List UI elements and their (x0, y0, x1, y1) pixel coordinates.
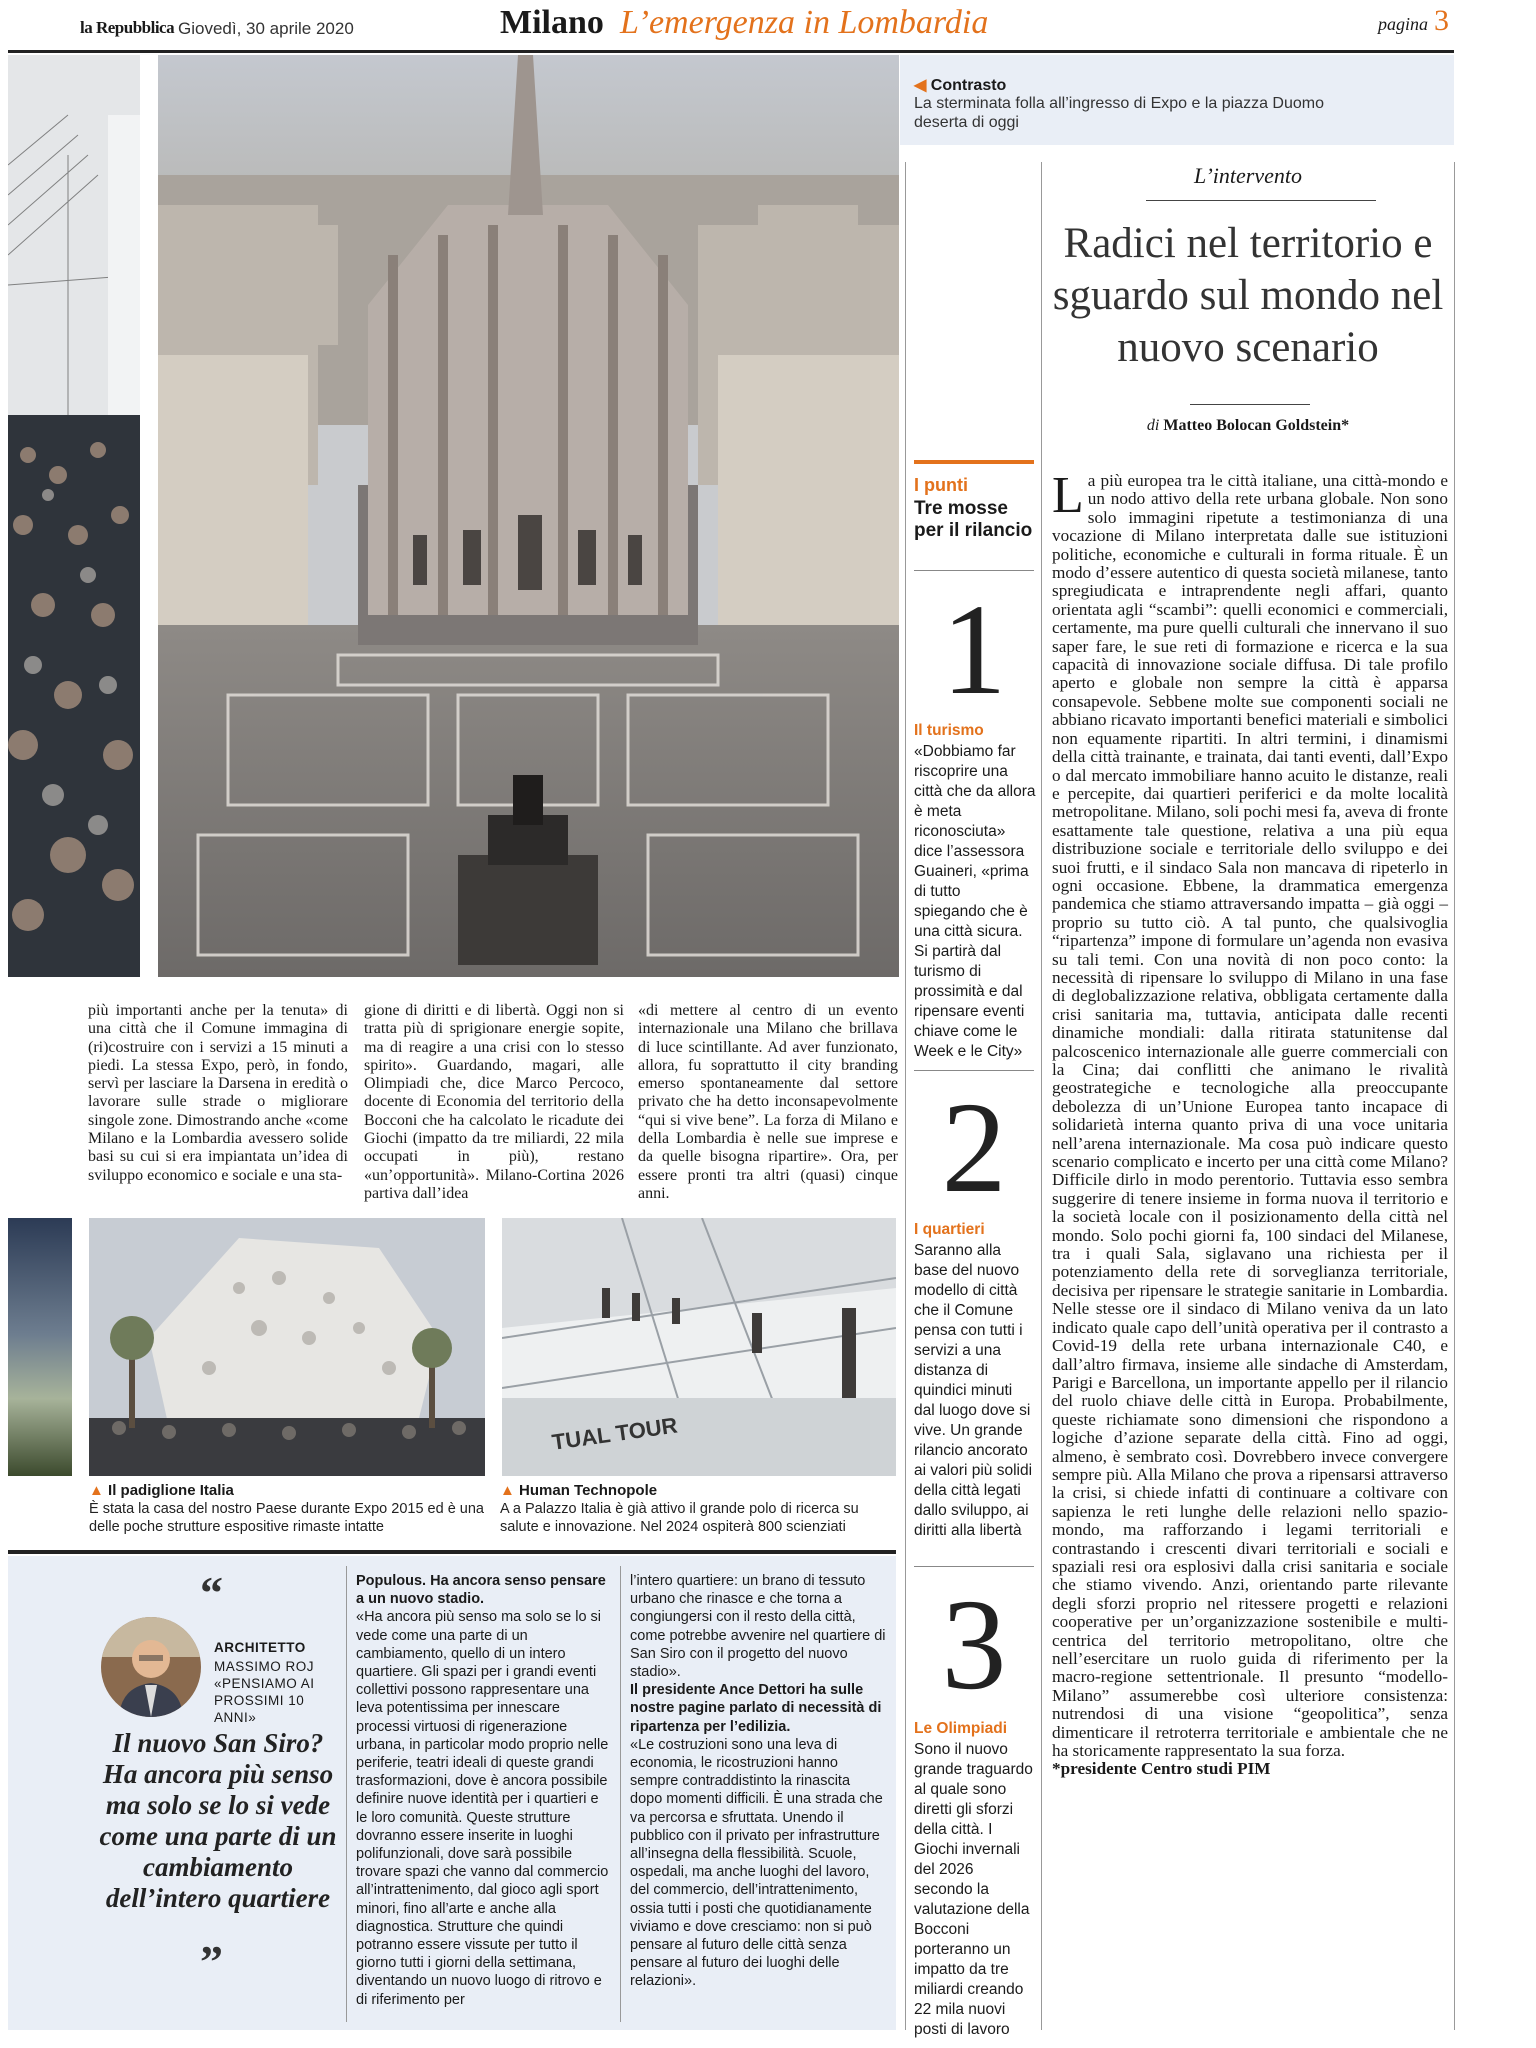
column-divider (346, 1566, 347, 2022)
technopole-caption-title (500, 1482, 657, 1499)
point-text-2: Saranno alla base del nuovo modello di città che il Comune pensa con tutti i servizi a una distanza di quindici minuti dal luogo dove si vive. Un grande rilancio ancorato ai valori più solidi della città legati dallo sviluppo, ai diritti alla libertà (914, 1242, 1033, 1539)
interview-answer-1-cont: l’intero quartiere: un brano di tessuto urbano che rinasce e che torna a congiungersi con il resto della città, come potrebbe avvenire nel quartiere di San Siro con il progetto del nuovo stadio». (630, 1573, 886, 1681)
sidebar-separator (914, 1070, 1034, 1071)
quote-close-icon: ” (200, 1936, 223, 1987)
triangle-up-icon: ▲ (89, 1482, 104, 1499)
point-text-1: «Dobbiamo far riscoprire una città che da allora è meta riconosciuta» dice l’assessora Guaineri, «prima di tutto spiegando che è una città sicura. Si partirà dal turismo di prossimità e dal ripensare eventi chiave come le Week e le City» (914, 743, 1036, 1060)
pavilion-caption-text: È stata la casa del nostro Paese durante Expo 2015 ed è una delle poche strutture espositive rimaste intatte (89, 1501, 484, 1535)
avatar (101, 1617, 201, 1717)
photo-caption-title (914, 75, 1006, 95)
interview-column-1 (356, 1572, 612, 2009)
padiglione-italia-photo (89, 1218, 485, 1476)
article-title: Radici nel territorio e sguardo sul mondo nel nuovo scenario (1052, 220, 1444, 371)
section-title: Milano (500, 4, 604, 41)
issue-date: Giovedì, 30 aprile 2020 (178, 19, 354, 38)
expo-night-thumbnail (8, 1218, 72, 1476)
point-heading-3: Le Olimpiadi (914, 1720, 1008, 1737)
page-right-rule (1454, 162, 1455, 2030)
pull-quote: Il nuovo San Siro? Ha ancora più senso ma solo se lo si vede come una parte di un cambiamento dell’intero quartiere (99, 1728, 337, 1913)
section-rule (8, 1550, 896, 1554)
drop-cap: L (1052, 467, 1084, 524)
point-number-2: 2 (941, 1076, 1007, 1220)
sidebar-separator (914, 1566, 1034, 1567)
page-label: pagina (1378, 14, 1429, 34)
expo-crowd-photo (8, 55, 140, 977)
photo-caption-text: La sterminata folla all’ingresso di Expo e la piazza Duomo deserta di oggi (914, 95, 1324, 131)
article-footnote: *presidente Centro studi PIM (1052, 1759, 1271, 1779)
triangle-up-icon: ▲ (500, 1482, 515, 1499)
point-number-3: 3 (941, 1573, 1007, 1717)
body-column-1: più importanti anche per la tenuta» di una città che il Comune immagina di (ri)costruire con i servizi a 15 minuti a piedi. La stessa Expo, però, in fondo, servì per lasciare la Darsena in eredità o lavorare sulle strade o migliorare singole zone. Dimostrando anche «come Milano e la Lombardia avessero solide basi su cui si era impiantata un’idea di sviluppo economico e sociale e una sta- (88, 1002, 348, 1184)
byline-prefix: di (1146, 417, 1160, 434)
triangle-left-icon: ◀ (914, 77, 927, 94)
architect-role: ARCHITETTO (214, 1640, 306, 1655)
quote-open-icon: “ (200, 1567, 223, 1618)
interview-column-2 (630, 1572, 886, 1991)
sidebar-separator (914, 570, 1034, 571)
interview-answer-2: «Le costruzioni sono una leva di economia, le ricostruzioni hanno sempre contraddistinto la rinascita dopo momenti difficili. È una strada che va percorsa e sfruttata. Unendo il pubblico con il privato per infrastrutture all’insegna della flessibilità. Scuole, ospedali, ma anche luoghi del lavoro, del commercio, dell’intrattenimento, ossia tutti i posti che quotidianamente viviamo e dove cresciamo: non si può pensare al futuro delle città senza pensare al futuro dei luoghi delle relazioni». (630, 1736, 883, 1990)
body-column-3: «di mettere al centro di un evento internazionale una Milano che brillava di luce scintillante. Ad aver funzionato, allora, fu soprattutto il city branding emerso spontaneamente dal settore privato che ha detto inconsapevolmente “qui si vive bene”. La forza di Milano e della Lombardia è nelle sue imprese e da quelle bisogna ripartire». Ora, per essere pronti tra altri (quasi) cinque anni. (638, 1002, 898, 1202)
pavilion-caption-title-text: Il padiglione Italia (108, 1482, 234, 1499)
interview-question-2: Il presidente Ance Dettori ha sulle nostre pagine parlato di necessità di ripartenza per l’edilizia. (630, 1682, 882, 1735)
point-number-1: 1 (941, 578, 1007, 722)
page-number: 3 (1434, 4, 1449, 37)
sidebar-divider-left (905, 162, 906, 2030)
byline-author: Matteo Bolocan Goldstein* (1163, 417, 1350, 434)
article-kicker: L’intervento (1194, 163, 1302, 188)
kicker-rule (1146, 200, 1376, 201)
piazza-duomo-photo (158, 55, 899, 977)
point-heading-2: I quartieri (914, 1221, 985, 1238)
interview-question-1: Populous. Ha ancora senso pensare a un nuovo stadio. (356, 1573, 606, 1608)
point-heading-1: Il turismo (914, 722, 984, 739)
sidebar-accent-bar (914, 460, 1034, 464)
article-byline (1042, 417, 1454, 435)
masthead (0, 0, 1536, 50)
newspaper-logo: la Repubblica (80, 18, 175, 37)
architect-name: MASSIMO ROJ «PENSIAMO AI PROSSIMI 10 ANNI» (214, 1659, 315, 1725)
article-body-text: a più europea tra le città italiane, una città-mondo e un nodo attivo della rete urbana globale. Non sono solo immagini ripetute a testimonianza di una vocazione di Milano interpretata dalle sue istituzioni politiche, economiche e culturali in forma rituale. È un modo d’essere autentico di questa società milanese, tanto spregiudicata e intraprendente negli affari, quanto orientata agli “scambi”: quelli economici e commerciali, certamente, ma pure quelli culturali che innervano il suo saper fare, le sue reti di formazione e ricerca e la sua capacità di innovazione sociale diffusa. Di tale profilo aperto e globale non sempre la città è apparsa consapevole. Sebbene molte sue componenti sociali ne abbiano ricavato importanti benefici materiali e simbolici non equamente ripartiti. In altri termini, i dinamismi della città trainante, e trainata, dai tanti eventi, dall’Expo o dal mercato immobiliare hanno acuito le distanze, reali e percepite, dai quartieri periferici e da molte località metropolitane. Milano, soli pochi mesi fa, aveva di fronte esattamente tale questione, relativa a una più equa distribuzione sociale e territoriale dello sviluppo e dei suoi frutti, e il sindaco Sala non mancava di ripeterlo in ogni occasione. Ebbene, la drammatica emergenza pandemica che stiamo attraversando impatta – già oggi – proprio su tutto ciò. A tal punto, che qualsivoglia “ripartenza” impone di formulare un’agenda non evasiva su tali temi. Con una novità di non poco conto: la necessità di ripensare lo sviluppo di Milano in una fase di deglobalizzazione relativa, obbligata certamente dalla crisi sanitaria ma, tuttavia, anticipata dalle recenti dinamiche mondiali: dalla ritirata statunitense dal palcoscenico internazionale alle guerre commerciali con la Cina; dai conflitti che animano le rivalità geostrategiche e tecnologiche alla preoccupante debolezza di un’Unione Europea tanto incapace di solidarietà interna quanto priva di una voce unitaria nell’arena internazionale. Ma cosa può indicare questo scenario complicato e incerto per una città come Milano? Difficile dirlo in modo perentorio. Tuttavia esso sembra suggerire di tenere insieme in forma nuova il territorio e la società locale con il posizionamento della città nel mondo. Solo pochi giorni fa, 100 sindaci del Milanese, tra i quali Sala, siglavano una richiesta per il potenziamento della rete di sorveglianza territoriale, decisiva per ripensare le strategie sanitarie in Lombardia. Nelle stesse ore il sindaco di Milano veniva da un lato indicato quale capo dell’unità operativa per il contrasto a Covid-19 della rete urbana internazionale C40, e dall’altro firmava, insieme alle sindache di Amsterdam, Parigi e Barcellona, un importante appello per il rilancio del ruolo chiave delle città in Europa. Probabilmente, queste richiamate sono dimensioni che rispondono a logiche d’azione separate della città. Fino ad oggi, almeno, è sembrato così. Dovrebbero invece convergere sempre più. Alla Milano che prova a ripensarsi attraverso la crisi, si chiede infatti di continuare a coltivare con sapienza le reti lunghe delle relazioni nello spazio-mondo, ma rafforzando i legami territoriali e contrastando i crescenti divari territoriali e sociali e spaziali resi ora esplosivi dalla crisi sanitaria e sociale che stiamo vivendo. Anzi, orientando parte rilevante degli sforzi proprio nel ritessere progetti e relazioni cooperative per un’organizzazione sostenibile e multi-centrica del territorio metropolitano, oltre che nell’esercitare un ruolo guida di riferimento per la macro-regione settentrionale. Il presunto “modello-Milano” assumerebbe così ulteriore consistenza: nutrendosi di una visione “geopolitica”, senza dimenticare il retroterra territoriale e ambientale che ne ha storicamente rappresentato la sua forza. (1052, 471, 1448, 1761)
header-rule (8, 50, 1454, 53)
section-subtitle: L’emergenza in Lombardia (620, 4, 989, 41)
photo-caption-title-text: Contrasto (930, 77, 1007, 94)
article-body (1052, 467, 1448, 1779)
title-rule (1190, 404, 1310, 405)
pavilion-caption-title (89, 1482, 234, 1499)
sidebar-title: Tre mosse per il rilancio (914, 498, 1033, 541)
point-text-3: Sono il nuovo grande traguardo al quale sono diretti gli sforzi della città. I Giochi invernali del 2026 secondo la valutazione della Bocconi porteranno un impatto da tre miliardi creando 22 mila nuovi posti di lavoro (914, 1741, 1033, 2038)
human-technopole-photo (502, 1218, 896, 1476)
interview-answer-1: «Ha ancora più senso ma solo se lo si vede come una parte di un cambiamento, quello di un intero quartiere. Gli spazi per i grandi eventi collettivi possono rappresentare una leva potentissima per innescare processi virtuosi di rigenerazione urbana, in particolar modo proprio nelle periferie, teatri ideali di queste grandi trasformazioni, dove è ancora possibile definire nuove identità per i quartieri e le loro comunità. Queste strutture dovranno essere inserite in luoghi polifunzionali, dove sarà possibile trovare spazi che vanno dal commercio all’intrattenimento, dal gioco agli sport minori, fino all’arte e anche alla diagnostica. Strutture che quindi potranno essere vissute per tutto il giorno tutti i giorni della settimana, diventando un nuovo luogo di ritrovo e di riferimento per (356, 1609, 609, 2008)
column-divider (620, 1566, 621, 2022)
sidebar-divider-right (1041, 162, 1042, 2030)
technopole-caption-text: A a Palazzo Italia è già attivo il grande polo di ricerca su salute e innovazione. Nel 2024 ospiterà 800 scienziati (500, 1501, 859, 1535)
tual-tour-sign: TUAL TOUR (550, 1412, 679, 1455)
body-column-2: gione di diritti e di libertà. Oggi non si tratta più di sprigionare energie sopite, ma di reagire a una crisi con lo stesso spirito». Guardando, magari, alle Olimpiadi che, dice Marco Percoco, docente di Economia del territorio della Bocconi che ha calcolato le ricadute dei Giochi (impatto da tre miliardi, 22 mila occupati in più), restano «un’opportunità». Milano-Cortina 2026 partiva dall’idea (364, 1002, 624, 1202)
sidebar-label: I punti (914, 475, 968, 495)
technopole-caption-title-text: Human Technopole (519, 1482, 658, 1499)
